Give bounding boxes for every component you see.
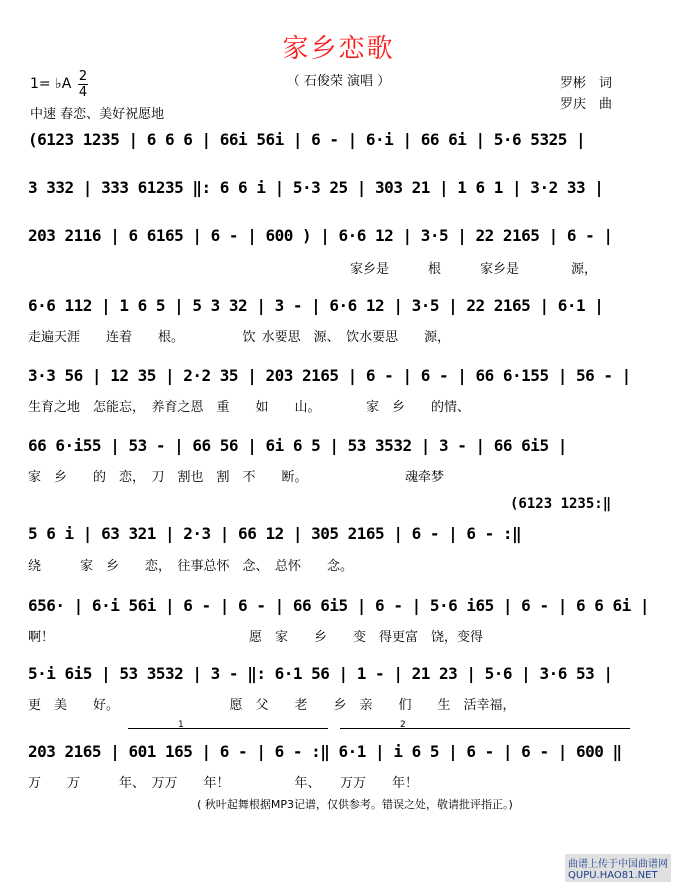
volta-2-bracket: [340, 728, 630, 729]
staff-line-9: 5·i 6i5 | 53 3532 | 3 - ‖: 6·1 56 | 1 - | 21 23 | 5·6 | 3·6 53 |: [28, 664, 613, 683]
volta-1-bracket: [128, 728, 328, 729]
meter-top: 2: [78, 69, 88, 84]
watermark-text: 曲谱上传于中国曲谱网: [568, 859, 668, 870]
lyric-line-8: 万 万 年、 万万 年！ 年、 万万 年！: [28, 776, 419, 791]
prelude-repeat: (6123 1235:‖: [510, 496, 612, 512]
page-title: 家乡恋歌: [282, 34, 395, 64]
staff-line-8: 656· | 6·i 56i | 6 - | 6 - | 66 6i5 | 6 - | 5·6 i65 | 6 - | 6 6 6i |: [28, 596, 650, 615]
volta-2-number: 2: [400, 720, 406, 730]
composer-credit: 罗庆 曲: [560, 97, 613, 112]
lyric-line-2: 走遍天涯 连着 根。 饮 水要思 源、 饮水要思 源，: [28, 330, 451, 345]
lyric-line-1: 家乡是 根 家乡是 源，: [350, 262, 598, 277]
staff-line-7: 5 6 i | 63 321 | 2·3 | 66 12 | 305 2165 | 6 - | 6 - :‖: [28, 524, 522, 543]
staff-line-4: 6·6 112 | 1 6 5 | 5 3 32 | 3 - | 6·6 12 | 3·5 | 22 2165 | 6·1 |: [28, 296, 604, 315]
tempo-marking: 中速 春恋、美好祝愿地: [30, 107, 165, 122]
time-signature: [78, 70, 88, 99]
lyric-line-6: 啊！ 愿 家 乡 变 得更富 饶，变得: [28, 630, 484, 645]
key-signature: 1= ♭A: [30, 76, 72, 92]
staff-line-2: 3 332 | 333 61235 ‖: 6 6 i | 5·3 25 | 303 21 | 1 6 1 | 3·2 33 |: [28, 178, 604, 197]
volta-1-number: 1: [178, 720, 184, 730]
lyric-line-3: 生育之地 怎能忘， 养育之恩 重 如 山。 家 乡 的情、: [28, 400, 471, 415]
staff-line-6: 66 6·i55 | 53 - | 66 56 | 6i 6 5 | 53 3532 | 3 - | 66 6i5 |: [28, 436, 567, 455]
staff-line-3: 203 2116 | 6 6165 | 6 - | 600 ) | 6·6 12 | 3·5 | 22 2165 | 6 - |: [28, 226, 613, 245]
staff-line-10: 203 2165 | 601 165 | 6 - | 6 - :‖ 6·1 | i 6 5 | 6 - | 6 - | 600 ‖: [28, 742, 622, 761]
lyric-line-4: 家 乡 的 恋， 刀 割也 割 不 断。 魂牵梦: [28, 470, 445, 485]
watermark-url: QUPU.HAO81.NET: [568, 870, 658, 881]
staff-line-1: (6123 1235 | 6 6 6 | 66i 56i | 6 - | 6·i | 66 6i | 5·6 5325 |: [28, 130, 586, 149]
transcription-footnote: ( 秋叶起舞根据MP3记谱，仅供参考。错误之处，敬请批评指正。): [197, 798, 513, 811]
meter-bottom: 4: [78, 85, 88, 100]
lyric-line-5: 绕 家 乡 恋， 往事总怀 念、 总怀 念。: [28, 559, 354, 574]
singer-credit: （ 石俊荣 演唱 ）: [286, 74, 391, 89]
lyricist-credit: 罗彬 词: [560, 76, 613, 91]
lyric-line-7: 更 美 好。 愿 父 老 乡 亲 们 生 活幸福，: [28, 698, 516, 713]
site-watermark: [565, 854, 671, 882]
staff-line-5: 3·3 56 | 12 35 | 2·2 35 | 203 2165 | 6 - | 6 - | 66 6·155 | 56 - |: [28, 366, 631, 385]
